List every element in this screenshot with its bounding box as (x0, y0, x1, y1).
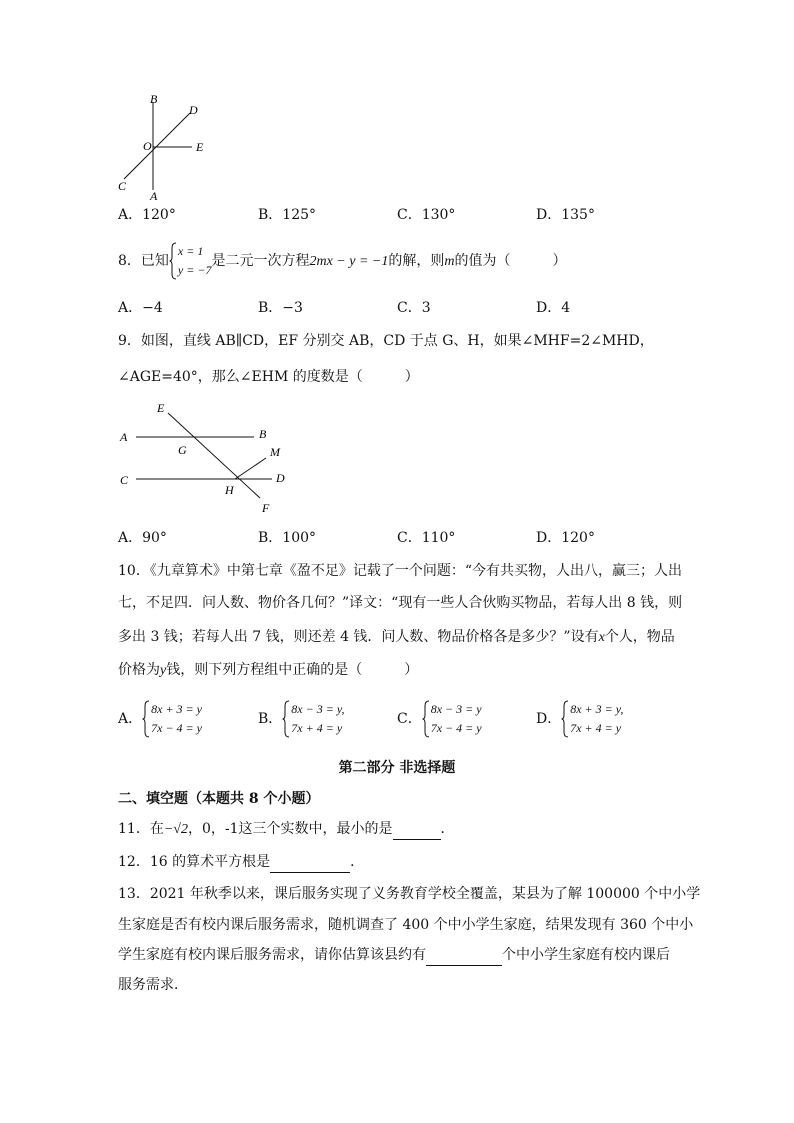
brace-icon (561, 700, 569, 738)
question-13-line-2: 生家庭是否有校内课后服务需求，随机调查了 400 个中小学生家庭，结果发现有 360 个中小 (118, 917, 694, 933)
q8-equation: 2mx − y = −1 (309, 254, 389, 269)
label-b: B (150, 92, 158, 106)
part-2-title: 第二部分 非选择题 (338, 760, 456, 776)
q7-option-a: A．120° (118, 207, 176, 223)
q11-answer-blank[interactable] (393, 819, 441, 840)
label-f: F (262, 501, 270, 515)
q10-line3-a: 多出 3 钱；若每人出 7 钱，则还差 4 钱．问人数、物品价格各是多少？”设有 (118, 629, 599, 645)
q8-system-top: x = 1 (177, 244, 204, 258)
ray-hm (235, 458, 266, 479)
q10-option-b-bottom: 7x + 4 = y (291, 721, 343, 735)
label-b: B (259, 427, 267, 441)
q10-option-c-system (422, 700, 482, 738)
q10-option-b (258, 700, 344, 738)
q8-option-a: A．−4 (118, 300, 163, 316)
q12-answer-blank[interactable] (270, 852, 350, 873)
q10-line4-a: 价格为 (118, 662, 160, 678)
label-o: O (143, 139, 152, 153)
q10-var-y: y (160, 663, 167, 678)
figure-intersecting-lines (112, 90, 222, 205)
label-g: G (178, 443, 187, 457)
brace-icon (142, 700, 150, 738)
question-12 (118, 852, 364, 873)
q8-system (169, 242, 212, 280)
q9-option-c: C．110° (397, 530, 456, 546)
q13-answer-blank[interactable] (426, 945, 502, 966)
q10-option-c (397, 700, 482, 738)
q10-option-b-system (282, 700, 344, 738)
question-8 (118, 242, 566, 280)
question-13-line-3 (118, 945, 670, 966)
question-11 (118, 819, 455, 840)
q10-option-d-system (561, 700, 623, 738)
q12-text: 12．16 的算术平方根是 (118, 854, 271, 870)
question-10-line-3 (118, 627, 675, 648)
q10-option-d (536, 700, 623, 738)
q8-option-c: C．3 (397, 300, 431, 316)
q9-option-b: B．100° (258, 530, 317, 546)
question-10-line-2: 七，不足四．问人数、物价各几何？”译文：“现有一些人合伙购买物品，若每人出 8 钱，则 (118, 595, 683, 611)
question-9-line-2: ∠AGE=40°，那么∠EHM 的度数是（ ） (118, 369, 419, 385)
q10-option-a (118, 700, 202, 738)
label-d: D (189, 103, 198, 117)
q8-mid2: 的解，则 (388, 253, 445, 269)
brace-icon (422, 700, 430, 738)
q10-option-d-top: 8x + 3 = y, (570, 702, 624, 716)
q11-rest: ，0，-1这三个实数中，最小的是 (187, 821, 393, 837)
q8-option-b: B．−3 (258, 300, 303, 316)
label-c: C (120, 473, 129, 487)
q10-option-c-bottom: 7x − 4 = y (430, 721, 482, 735)
q8-system-bottom: y = −7 (177, 263, 212, 277)
q10-option-a-system (142, 700, 202, 738)
question-9-line-1: 9．如图，直线 AB∥CD，EF 分别交 AB，CD 于点 G、H，如果∠MHF=2∠MHD， (118, 333, 654, 349)
q10-var-x: x (598, 630, 605, 645)
q8-prefix: 8．已知 (118, 253, 169, 269)
q13-line3-a: 学生家庭有校内课后服务需求，请你估算该县约有 (118, 947, 426, 963)
label-c: C (118, 179, 127, 193)
question-10-line-1: 10．《九章算术》中第七章《盈不足》记载了一个问题：“今有共买物，人出八，赢三；人出 (118, 563, 682, 579)
label-e: E (196, 140, 204, 154)
q11-prefix: 11．在 (118, 821, 164, 837)
label-a: A (120, 430, 128, 444)
q8-option-d: D．4 (536, 300, 571, 316)
label-a: A (150, 189, 158, 203)
label-m: M (270, 445, 280, 459)
q10-option-a-bottom: 7x − 4 = y (151, 721, 202, 735)
question-13-line-4: 服务需求． (118, 977, 188, 993)
q10-option-d-bottom: 7x + 4 = y (570, 721, 622, 735)
figure-parallel-lines (112, 398, 302, 520)
q10-option-a-letter: A． (118, 711, 143, 727)
q10-line3-b: 个人，物品 (604, 629, 675, 645)
question-13-line-1: 13．2021 年秋季以来，课后服务实现了义务教育学校全覆盖，某县为了解 100000 个中小学 (118, 886, 701, 902)
q7-option-c: C．130° (397, 207, 456, 223)
brace-icon (169, 242, 177, 280)
q11-end: ． (440, 821, 455, 837)
label-d: D (276, 471, 285, 485)
q10-line4-b: 钱，则下列方程组中正确的是（ ） (166, 662, 419, 678)
question-10-line-4 (118, 660, 418, 681)
q12-end: ． (350, 854, 365, 870)
brace-icon (282, 700, 290, 738)
q9-option-d: D．120° (536, 530, 595, 546)
q8-mid: 是二元一次方程 (211, 253, 310, 269)
q7-option-d: D．135° (536, 207, 595, 223)
q10-option-c-letter: C． (397, 711, 422, 727)
label-e: E (157, 401, 165, 415)
q8-suffix: 的值为（ ） (454, 253, 567, 269)
q13-line3-b: 个中小学生家庭有校内课后 (502, 947, 670, 963)
q10-option-b-top: 8x − 3 = y, (291, 702, 345, 716)
q10-option-d-letter: D． (536, 711, 562, 727)
q10-option-c-top: 8x − 3 = y (430, 702, 482, 716)
q10-option-a-top: 8x + 3 = y (151, 702, 202, 716)
section-2-title: 二、填空题（本题共 8 个小题） (118, 791, 320, 807)
q11-neg-sqrt2: −√2 (163, 822, 188, 837)
q8-var: m (444, 254, 455, 269)
label-h: H (225, 483, 234, 497)
line-cd (124, 113, 190, 179)
q10-option-b-letter: B． (258, 711, 283, 727)
q7-option-b: B．125° (258, 207, 317, 223)
q9-option-a: A．90° (118, 530, 167, 546)
